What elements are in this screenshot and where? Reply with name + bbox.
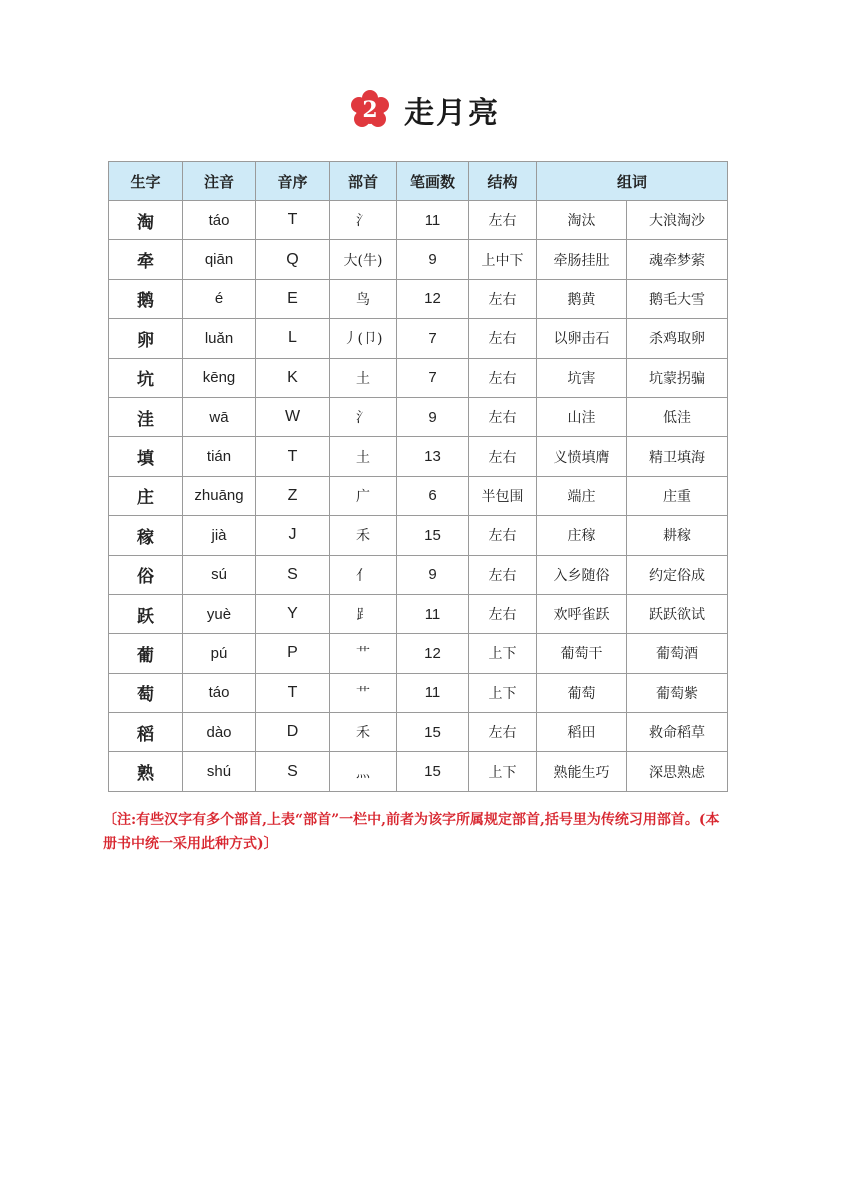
cell-radical: 禾 — [330, 713, 397, 752]
cell-word2: 葡萄紫 — [627, 673, 728, 712]
cell-pinyin: qiān — [183, 240, 256, 279]
cell-radical: 艹 — [330, 673, 397, 712]
cell-radical: 氵 — [330, 397, 397, 436]
lesson-number: 2 — [362, 97, 378, 123]
cell-pinyin: é — [183, 279, 256, 318]
table-row — [109, 713, 728, 752]
cell-pinyin: sú — [183, 555, 256, 594]
cell-letter: T — [256, 437, 330, 476]
cell-radical: 广 — [330, 476, 397, 515]
cell-char: 庄 — [109, 476, 183, 515]
cell-structure: 左右 — [469, 713, 537, 752]
cell-word1: 山洼 — [537, 397, 627, 436]
cell-pinyin: wā — [183, 397, 256, 436]
cell-structure: 左右 — [469, 555, 537, 594]
cell-word2: 低洼 — [627, 397, 728, 436]
cell-char: 萄 — [109, 673, 183, 712]
header-strokes: 笔画数 — [397, 162, 469, 201]
cell-structure: 左右 — [469, 397, 537, 436]
cell-letter: Y — [256, 594, 330, 633]
cell-word1: 入乡随俗 — [537, 555, 627, 594]
cell-structure: 上下 — [469, 634, 537, 673]
cell-char: 鹅 — [109, 279, 183, 318]
cell-word1: 鹅黄 — [537, 279, 627, 318]
table-row — [109, 673, 728, 712]
cell-structure: 左右 — [469, 319, 537, 358]
cell-pinyin: táo — [183, 201, 256, 240]
cell-structure: 左右 — [469, 516, 537, 555]
header-letter: 音序 — [256, 162, 330, 201]
table-row — [109, 634, 728, 673]
cell-word2: 杀鸡取卵 — [627, 319, 728, 358]
cell-strokes: 6 — [397, 476, 469, 515]
cell-letter: T — [256, 673, 330, 712]
table-row — [109, 555, 728, 594]
header-radical: 部首 — [330, 162, 397, 201]
cell-word2: 约定俗成 — [627, 555, 728, 594]
table-row — [109, 437, 728, 476]
cell-radical: 艹 — [330, 634, 397, 673]
cell-strokes: 11 — [397, 673, 469, 712]
cell-word2: 跃跃欲试 — [627, 594, 728, 633]
cell-letter: E — [256, 279, 330, 318]
cell-char: 坑 — [109, 358, 183, 397]
cell-structure: 左右 — [469, 358, 537, 397]
cell-word2: 救命稻草 — [627, 713, 728, 752]
table-row — [109, 476, 728, 515]
cell-pinyin: jià — [183, 516, 256, 555]
cell-radical: 土 — [330, 437, 397, 476]
cell-word2: 庄重 — [627, 476, 728, 515]
cell-strokes: 15 — [397, 752, 469, 791]
cell-word1: 坑害 — [537, 358, 627, 397]
cell-structure: 半包围 — [469, 476, 537, 515]
cell-radical: ⻊ — [330, 594, 397, 633]
cell-word1: 以卵击石 — [537, 319, 627, 358]
cell-char: 填 — [109, 437, 183, 476]
cell-word2: 深思熟虑 — [627, 752, 728, 791]
cell-char: 牵 — [109, 240, 183, 279]
table-row — [109, 319, 728, 358]
cell-radical: 禾 — [330, 516, 397, 555]
cell-word2: 魂牵梦萦 — [627, 240, 728, 279]
cell-char: 卵 — [109, 319, 183, 358]
table-row — [109, 594, 728, 633]
cell-word2: 坑蒙拐骗 — [627, 358, 728, 397]
lesson-number-badge — [350, 90, 390, 130]
table-header-row — [109, 162, 728, 201]
cell-word1: 淘汰 — [537, 201, 627, 240]
cell-char: 洼 — [109, 397, 183, 436]
lesson-title-text: 走月亮 — [404, 96, 500, 131]
cell-strokes: 11 — [397, 201, 469, 240]
cell-strokes: 7 — [397, 358, 469, 397]
cell-word1: 牵肠挂肚 — [537, 240, 627, 279]
cell-structure: 上下 — [469, 673, 537, 712]
cell-pinyin: yuè — [183, 594, 256, 633]
cell-strokes: 12 — [397, 279, 469, 318]
cell-strokes: 11 — [397, 594, 469, 633]
cell-letter: K — [256, 358, 330, 397]
cell-word1: 端庄 — [537, 476, 627, 515]
cell-strokes: 7 — [397, 319, 469, 358]
table-row — [109, 397, 728, 436]
table-row — [109, 752, 728, 791]
cell-pinyin: luǎn — [183, 319, 256, 358]
cell-structure: 左右 — [469, 201, 537, 240]
cell-word1: 稻田 — [537, 713, 627, 752]
cell-word1: 葡萄 — [537, 673, 627, 712]
cell-letter: P — [256, 634, 330, 673]
cell-structure: 左右 — [469, 279, 537, 318]
cell-letter: S — [256, 555, 330, 594]
cell-structure: 左右 — [469, 437, 537, 476]
cell-strokes: 15 — [397, 713, 469, 752]
cell-strokes: 15 — [397, 516, 469, 555]
cell-word2: 精卫填海 — [627, 437, 728, 476]
cell-char: 跃 — [109, 594, 183, 633]
table-note: 〔注:有些汉字有多个部首,上表“部首”一栏中,前者为该字所属规定部首,括号里为传统习用部首。(本册书中统一采用此种方式)〕 — [103, 812, 720, 852]
cell-char: 稻 — [109, 713, 183, 752]
cell-strokes: 9 — [397, 397, 469, 436]
cell-radical: 土 — [330, 358, 397, 397]
cell-word2: 大浪淘沙 — [627, 201, 728, 240]
table-row — [109, 516, 728, 555]
cell-pinyin: zhuāng — [183, 476, 256, 515]
cell-radical: 丿(卩) — [330, 319, 397, 358]
cell-char: 稼 — [109, 516, 183, 555]
cell-radical: 氵 — [330, 201, 397, 240]
cell-word2: 葡萄酒 — [627, 634, 728, 673]
cell-structure: 上中下 — [469, 240, 537, 279]
character-table — [108, 161, 728, 792]
cell-structure: 左右 — [469, 594, 537, 633]
cell-word1: 熟能生巧 — [537, 752, 627, 791]
cell-radical: 灬 — [330, 752, 397, 791]
header-pinyin: 注音 — [183, 162, 256, 201]
table-row — [109, 358, 728, 397]
header-structure: 结构 — [469, 162, 537, 201]
cell-radical: 大(牛) — [330, 240, 397, 279]
cell-letter: Z — [256, 476, 330, 515]
cell-strokes: 9 — [397, 555, 469, 594]
header-words: 组词 — [537, 162, 728, 201]
cell-char: 淘 — [109, 201, 183, 240]
cell-char: 熟 — [109, 752, 183, 791]
cell-pinyin: pú — [183, 634, 256, 673]
table-body — [109, 201, 728, 792]
cell-pinyin: táo — [183, 673, 256, 712]
cell-letter: L — [256, 319, 330, 358]
cell-structure: 上下 — [469, 752, 537, 791]
cell-strokes: 9 — [397, 240, 469, 279]
cell-char: 葡 — [109, 634, 183, 673]
cell-pinyin: shú — [183, 752, 256, 791]
cell-word1: 葡萄干 — [537, 634, 627, 673]
cell-word1: 义愤填膺 — [537, 437, 627, 476]
cell-word1: 欢呼雀跃 — [537, 594, 627, 633]
cell-word2: 耕稼 — [627, 516, 728, 555]
cell-letter: Q — [256, 240, 330, 279]
table-row — [109, 201, 728, 240]
cell-pinyin: kēng — [183, 358, 256, 397]
cell-char: 俗 — [109, 555, 183, 594]
header-char: 生字 — [109, 162, 183, 201]
cell-letter: W — [256, 397, 330, 436]
cell-letter: T — [256, 201, 330, 240]
cell-pinyin: tián — [183, 437, 256, 476]
cell-radical: 鸟 — [330, 279, 397, 318]
cell-radical: 亻 — [330, 555, 397, 594]
table-row — [109, 279, 728, 318]
cell-word2: 鹅毛大雪 — [627, 279, 728, 318]
cell-word1: 庄稼 — [537, 516, 627, 555]
cell-pinyin: dào — [183, 713, 256, 752]
cell-letter: J — [256, 516, 330, 555]
cell-strokes: 13 — [397, 437, 469, 476]
table-row — [109, 240, 728, 279]
cell-strokes: 12 — [397, 634, 469, 673]
cell-letter: S — [256, 752, 330, 791]
lesson-title — [0, 88, 850, 132]
cell-letter: D — [256, 713, 330, 752]
